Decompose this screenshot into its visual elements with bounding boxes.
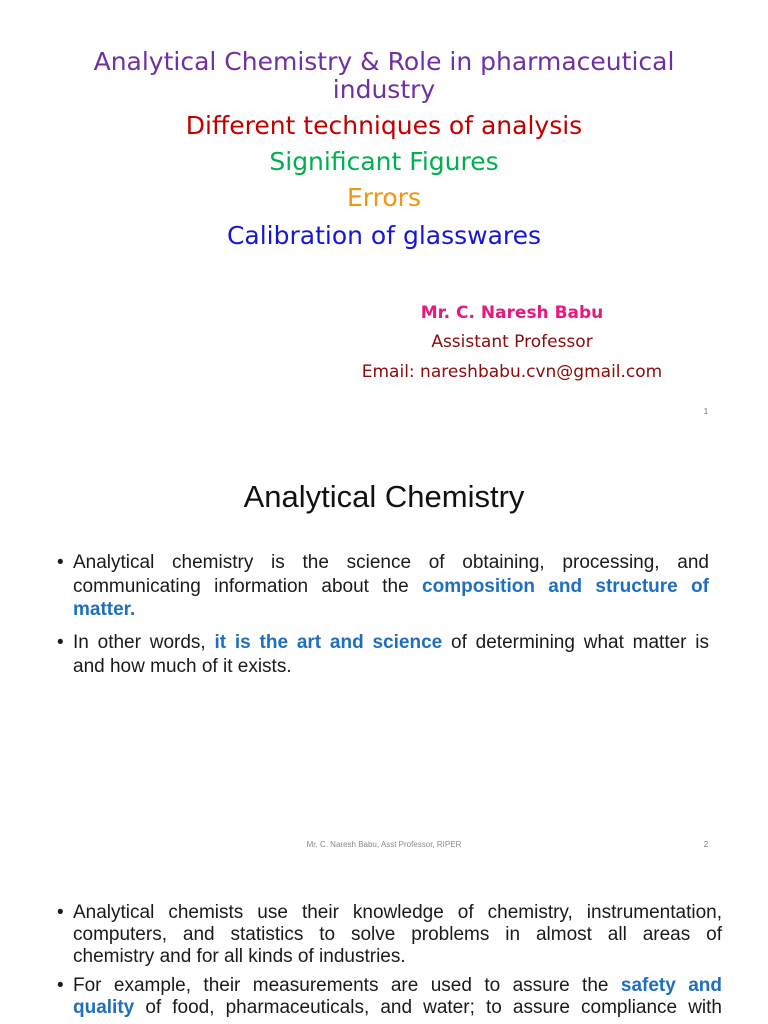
bullet-line — [73, 975, 722, 997]
bullet-line — [73, 598, 709, 622]
highlighted-text: quality — [73, 997, 135, 1018]
text-run: of determining what matter is — [442, 632, 710, 653]
page-number: 2 — [703, 840, 709, 849]
bullet-glyph: • — [57, 552, 64, 573]
highlighted-text: matter. — [73, 599, 136, 620]
bullet-glyph: • — [57, 902, 64, 923]
topic-errors: Errors — [347, 183, 421, 212]
bullet-item — [57, 975, 722, 1019]
bullet-item — [57, 551, 709, 622]
bullet-line — [73, 946, 722, 968]
slide-heading-line-1: Analytical Chemistry & Role in pharmaceutical — [93, 47, 675, 76]
author-name: Mr. C. Naresh Babu — [420, 303, 604, 323]
slide-2 — [0, 432, 768, 860]
slide-heading-line-2: industry — [332, 75, 436, 104]
text-run: computers, and statistics to solve problems in almost all areas of — [73, 924, 722, 945]
bullet-item — [57, 631, 710, 678]
bullet-line — [73, 902, 722, 924]
topic-techniques: Different techniques of analysis — [185, 111, 583, 140]
slide-footer: Mr. C. Naresh Babu, Asst Professor, RIPER — [306, 840, 462, 849]
text-run: communicating information about the — [73, 575, 423, 597]
text-run: of food, pharmaceuticals, and water; to assure compliance with — [134, 997, 722, 1018]
text-run: chemistry and for all kinds of industries. — [73, 946, 406, 967]
bullet-line — [73, 575, 709, 599]
bullet-line — [73, 551, 709, 575]
highlighted-text: it is the art and science — [214, 632, 443, 653]
text-run: Analytical chemistry is the science of obtaining, processing, and — [73, 552, 709, 573]
bullet-line — [73, 924, 722, 946]
text-run: Analytical chemists use their knowledge of chemistry, instrumentation, — [73, 902, 722, 923]
bullet-line — [73, 997, 722, 1019]
text-run: For example, their measurements are used to assure the — [73, 975, 621, 996]
text-run: In other words, — [73, 632, 215, 653]
bullet-line — [73, 631, 709, 655]
bullet-glyph: • — [57, 975, 64, 996]
highlighted-text: safety and — [620, 975, 722, 996]
slide-1 — [0, 0, 768, 432]
slide-title: Analytical Chemistry — [243, 479, 525, 514]
page-number: 1 — [703, 407, 709, 416]
author-designation: Assistant Professor — [431, 332, 593, 352]
slide-3 — [0, 860, 768, 1024]
text-run: and how much of it exists. — [73, 655, 292, 677]
bullet-glyph: • — [57, 632, 64, 653]
topic-calibration: Calibration of glasswares — [226, 221, 542, 250]
topic-significant-figures: Significant Figures — [269, 147, 499, 176]
highlighted-text: composition and structure of — [422, 575, 709, 597]
bullet-line — [73, 655, 709, 679]
bullet-item — [57, 902, 722, 968]
author-email: Email: nareshbabu.cvn@gmail.com — [361, 362, 663, 382]
